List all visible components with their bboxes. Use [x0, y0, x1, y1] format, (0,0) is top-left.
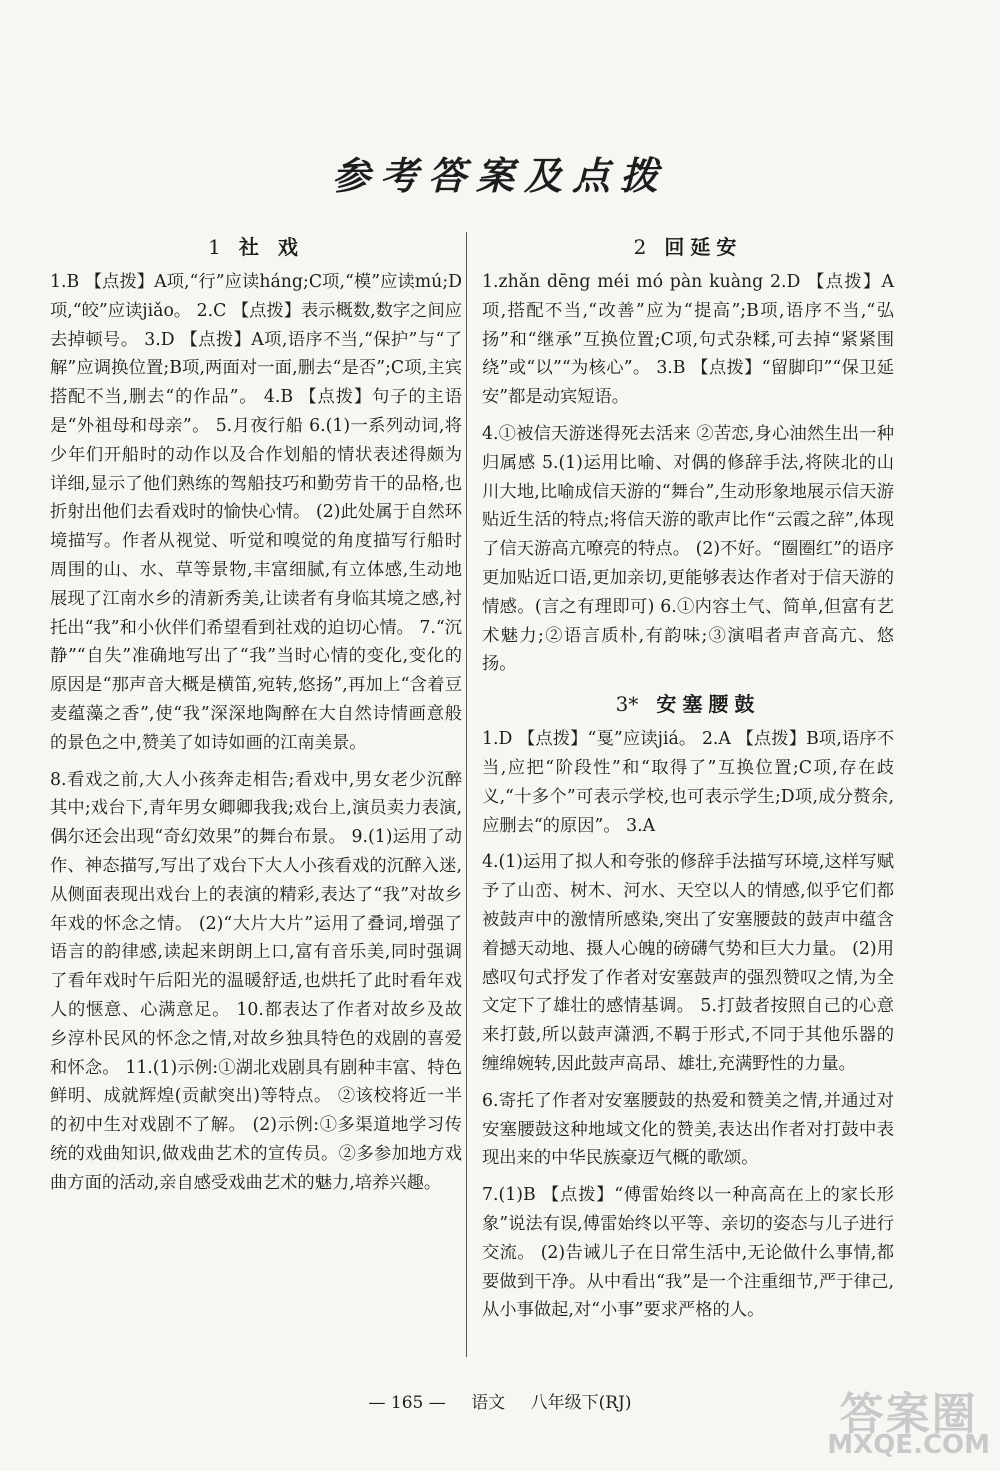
- answer-paragraph: 4.(1)运用了拟人和夸张的修辞手法描写环境,这样写赋予了山峦、树木、河水、天空以人的情感,似乎它们都被鼓声中的激情所感染,突出了安塞腰鼓的鼓声中蕴含着撼天动地、摄人心魄的磅礴气势和巨大力量。 (2)用感叹句式抒发了作者对安塞鼓声的强烈赞叹之情,为全文定下了雄壮的感情基调。 5.打鼓者按照自己的心意来打鼓,所以鼓声潇洒,不羁于形式,不同于其他乐器的缠绵婉转,因此鼓声高昂、雄壮,充满野性的力量。: [482, 852, 894, 1074]
- footer-grade: 八年级下(RJ): [530, 1393, 632, 1413]
- footer-subject: 语文: [471, 1393, 506, 1413]
- answer-paragraph: 1.B 【点拨】A项,“行”应读háng;C项,“模”应读mú;D项,“皎”应读jiǎo。 2.C 【点拨】表示概数,数字之间应去掉顿号。 3.D 【点拨】A项,语序不当,“保护”与“了解”应调换位置;B项,两面对一面,删去“是否”;C项,主宾搭配不当,删去“的作品”。 4.B 【点拨】句子的主语是“外祖母和母亲”。 5.月夜行船 6.(1)一系列动词,将少年们开船时的动作以及合作划船的情状表述得颇为详细,显示了他们熟练的驾船技巧和勤劳肯干的品格,也折射出他们去看戏时的愉快心情。 (2)此处属于自然环境描写。作者从视觉、听觉和嗅觉的角度描写行船时周围的山、水、草等景物,丰富细腻,有立体感,生动地展现了江南水乡的清新秀美,让读者有身临其境之感,衬托出“我”和小伙伴们希望看到社戏的迫切心情。 7.“沉静”“自失”准确地写出了“我”当时心情的变化,变化的原因是“那声音大概是横笛,宛转,悠扬”,再加上“含着豆麦蕴藻之香”,使“我”深深地陶醉在大自然诗情画意般的景色之中,赞美了如诗如画的江南美景。: [50, 272, 463, 753]
- page-number: — 165 —: [368, 1393, 446, 1413]
- answer-paragraph: 1.D 【点拨】“戛”应读jiá。 2.A 【点拨】B项,语序不当,应把“阶段性”和“取得了”互换位置;C项,存在歧义,“十多个”可表示学校,也可表示学生;D项,成分赘余,应删去“的原因”。 3.A: [482, 729, 894, 836]
- section-number: 3*: [615, 692, 639, 717]
- answer-paragraph: 7.(1)B 【点拨】“傅雷始终以一种高高在上的家长形象”说法有误,傅雷始终以平等、亲切的姿态与儿子进行交流。 (2)告诫儿子在日常生活中,无论做什么事情,都要做到干净。从中看出“我”是一个注重细节,严于律己,从小事做起,对“小事”要求严格的人。: [482, 1185, 894, 1321]
- section-heading-2: [482, 232, 894, 262]
- column-divider: [466, 232, 467, 1357]
- watermark-logo: [827, 1389, 990, 1460]
- section-number: 2: [633, 235, 647, 259]
- left-column: [50, 232, 462, 1198]
- section-heading-1: [50, 232, 462, 262]
- answer-paragraph: 4.①被信天游迷得死去活来 ②苦恋,身心油然生出一种归属感 5.(1)运用比喻、对偶的修辞手法,将陕北的山川大地,比喻成信天游的“舞台”,生动形象地展示信天游贴近生活的特点;将信天游的歌声比作“云霞之辞”,体现了信天游高亢嘹亮的特点。 (2)不好。“圈圈红”的语序更加贴近口语,更加亲切,更能够表达作者对于信天游的情感。(言之有理即可) 6.①内容土气、简单,但富有艺术魅力;②语言质朴,有韵味;③演唱者声音高亢、悠扬。: [482, 423, 894, 675]
- section-title: 社 戏: [238, 235, 304, 259]
- answer-paragraph: 1.zhǎn dēng méi mó pàn kuàng 2.D 【点拨】A项,搭配不当,“改善”应为“提高”;B项,语序不当,“弘扬”和“继承”互换位置;C项,句式杂糅,可去掉“紧紧围绕”或“以”“为核心”。 3.B 【点拨】“留脚印”“保卫延安”都是动宾短语。: [482, 272, 894, 408]
- section-number: 1: [208, 235, 221, 259]
- watermark-text: 答案圈: [839, 1389, 978, 1440]
- section-title: 回延安: [664, 235, 743, 259]
- right-column: [482, 232, 894, 1325]
- answer-paragraph: 6.寄托了作者对安塞腰鼓的热爱和赞美之情,并通过对安塞腰鼓这种地域文化的赞美,表达出作者对打鼓中表现出来的中华民族豪迈气概的歌颂。: [482, 1090, 894, 1169]
- section-heading-3: [482, 689, 894, 719]
- answer-paragraph: 8.看戏之前,大人小孩奔走相告;看戏中,男女老少沉醉其中;戏台下,青年男女卿卿我我;戏台上,演员卖力表演,偶尔还会出现“奇幻效果”的舞台布景。 9.(1)运用了动作、神态描写,写出了戏台下大人小孩看戏的沉醉入迷,从侧面表现出戏台上的表演的精彩,表达了“我”对故乡年戏的怀念之情。 (2)“大片大片”运用了叠词,增强了语言的韵律感,读起来朗朗上口,富有音乐美,同时强调了看年戏时午后阳光的温暖舒适,也烘托了此时看年戏人的惬意、心满意足。 10.都表达了作者对故乡及故乡淳朴民风的怀念之情,对故乡独具特色的戏剧的喜爱和怀念。 11.(1)示例:①湖北戏剧具有剧种丰富、特色鲜明、成就辉煌(贡献突出)等特点。 ②该校将近一半的初中生对戏剧不了解。 (2)示例:①多渠道地学习传统的戏曲知识,做戏曲艺术的宣传员。②多参加地方戏曲方面的活动,亲自感受戏曲艺术的魅力,培养兴趣。: [50, 769, 462, 1193]
- section-title: 安塞腰鼓: [656, 692, 761, 717]
- page-title: 参考答案及点拨: [331, 153, 668, 198]
- watermark-url: MXQE.COM: [827, 1430, 990, 1460]
